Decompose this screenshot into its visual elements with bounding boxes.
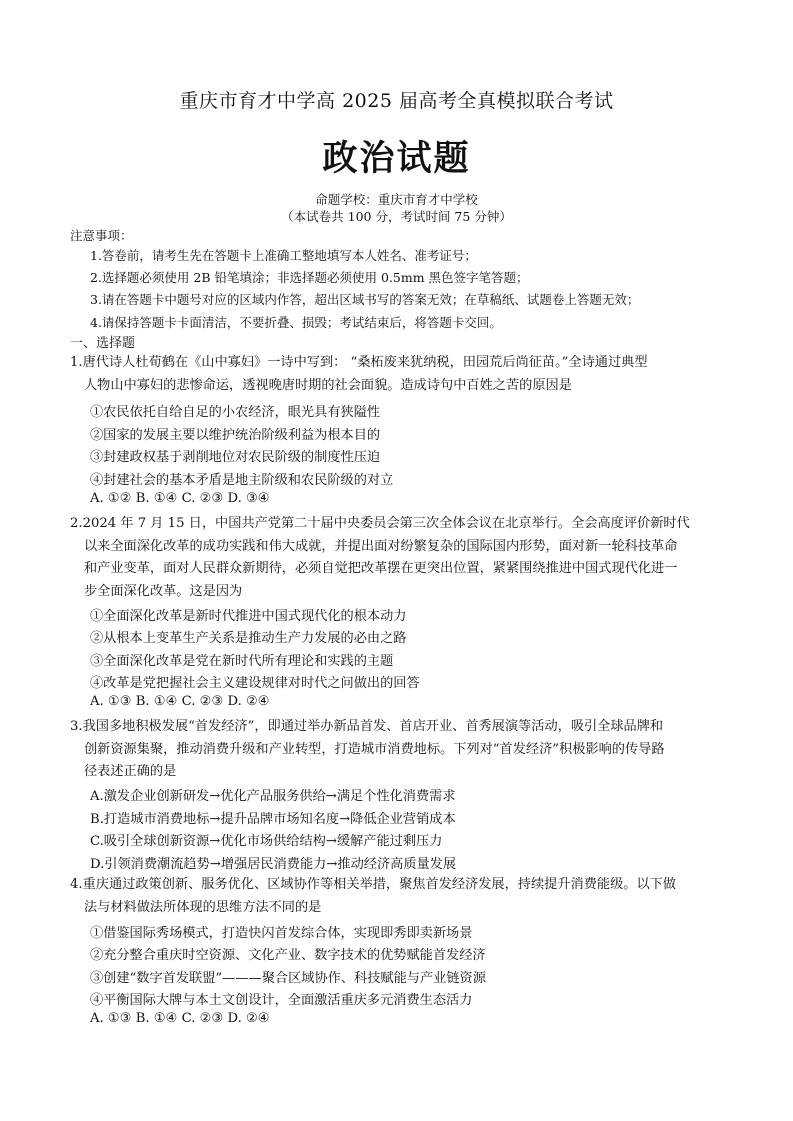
exam-info: （本试卷共 100 分，考试时间 75 分钟）	[281, 209, 512, 224]
option: ④封建社会的基本矛盾是地主阶级和农民阶级的对立	[90, 473, 394, 488]
notice-item: 1.答卷前，请考生先在答题卡上准确工整地填写本人姓名、准考证号；	[90, 248, 477, 263]
option: ①农民依托自给自足的小农经济，眼光具有狭隘性	[90, 405, 381, 420]
question-stem: 3.我国多地积极发展“首发经济”，即通过举办新品首发、首店开业、首秀展演等活动，吸引全球品牌和	[70, 719, 664, 734]
option: C.吸引全球创新资源→优化市场供给结构→缓解产能过剩压力	[90, 834, 443, 849]
notice-item: 2.选择题必须使用 2B 铅笔填涂；非选择题必须使用 0.5mm 黑色签字笔答题；	[90, 270, 529, 285]
answer-choices: A. ①② B. ①④ C. ②③ D. ③④	[90, 491, 270, 506]
exam-title: 重庆市育才中学高 2025 届高考全真模拟联合考试	[179, 90, 614, 112]
option: ②充分整合重庆时空资源、文化产业、数字技术的优势赋能首发经济	[90, 948, 486, 963]
option: ②从根本上变革生产关系是推动生产力发展的必由之路	[90, 631, 407, 646]
question-stem: 1.唐代诗人杜荀鹤在《山中寡妇》一诗中写到： “桑柘废来犹纳税，田园荒后尚征苗。”全诗通过典型	[70, 355, 648, 370]
option: A.激发企业创新研发→优化产品服务供给→满足个性化消费需求	[90, 789, 456, 804]
question-stem: 步全面深化改革。这是因为	[84, 583, 243, 599]
question-stem: 径表述正确的是	[84, 764, 177, 779]
question-stem: 和产业变革，面对人民群众新期待，必须自觉把改革摆在更突出位置，紧紧围绕推进中国式现代化进一	[84, 561, 678, 576]
section-title: 一、选择题	[70, 336, 136, 351]
option: B.打造城市消费地标→提升品牌市场知名度→降低企业营销成本	[90, 812, 456, 827]
question-3	[70, 716, 730, 784]
option: ④改革是党把握社会主义建设规律对时代之问做出的回答	[90, 676, 420, 691]
question-4	[70, 874, 730, 919]
question-stem: 4.重庆通过政策创新、服务优化、区域协作等相关举措，聚焦首发经济发展，持续提升消费能级。以下做	[70, 877, 677, 892]
option: ③创建“数字首发联盟”———聚合区域协作、科技赋能与产业链资源	[90, 971, 486, 986]
option: ③封建政权基于剥削地位对农民阶级的制度性压迫	[90, 450, 381, 465]
notice-title: 注意事项：	[70, 228, 133, 243]
question-1	[70, 352, 730, 397]
question-stem: 人物山中寡妇的悲惨命运，透视晚唐时期的社会面貌。造成诗句中百姓之苦的原因是	[84, 377, 572, 393]
answer-choices: A. ①③ B. ①④ C. ②③ D. ②④	[90, 694, 270, 709]
question-2	[70, 513, 730, 603]
answer-choices: A. ①③ B. ①④ C. ②③ D. ②④	[90, 1011, 270, 1026]
question-stem: 以来全面深化改革的成功实践和伟大成就，并提出面对纷繁复杂的国际国内形势，面对新一轮科技革命	[84, 538, 678, 554]
option: ①全面深化改革是新时代推进中国式现代化的根本动力	[90, 609, 407, 624]
option: ①借鉴国际秀场模式，打造快闪首发综合体，实现即秀即卖新场景	[90, 926, 473, 941]
notice-item: 3.请在答题卡中题号对应的区域内作答，超出区域书写的答案无效；在草稿纸、试题卷上答题无效；	[90, 292, 640, 307]
question-stem: 创新资源集聚，推动消费升级和产业转型，打造城市消费地标。下列对“首发经济”积极影响的传导路	[84, 741, 665, 757]
question-stem: 2.2024 年 7 月 15 日，中国共产党第二十届中央委员会第三次全体会议在北京举行。全会高度评价新时代	[70, 516, 690, 531]
option: ④平衡国际大牌与本土文创设计，全面激活重庆多元消费生态活力	[90, 993, 473, 1008]
school-line: 命题学校：重庆市育才中学校	[315, 192, 478, 207]
option: ③全面深化改革是党在新时代所有理论和实践的主题	[90, 654, 394, 669]
subject-title: 政治试题	[322, 138, 471, 179]
question-stem: 法与材料做法所体现的思维方法不同的是	[84, 899, 322, 915]
option: ②国家的发展主要以维护统治阶级利益为根本目的	[90, 428, 381, 443]
notice-item: 4.请保持答题卡卡面清洁，不要折叠、损毁；考试结束后，将答题卡交回。	[90, 315, 502, 330]
option: D.引领消费潮流趋势→增强居民消费能力→推动经济高质量发展	[90, 857, 457, 872]
